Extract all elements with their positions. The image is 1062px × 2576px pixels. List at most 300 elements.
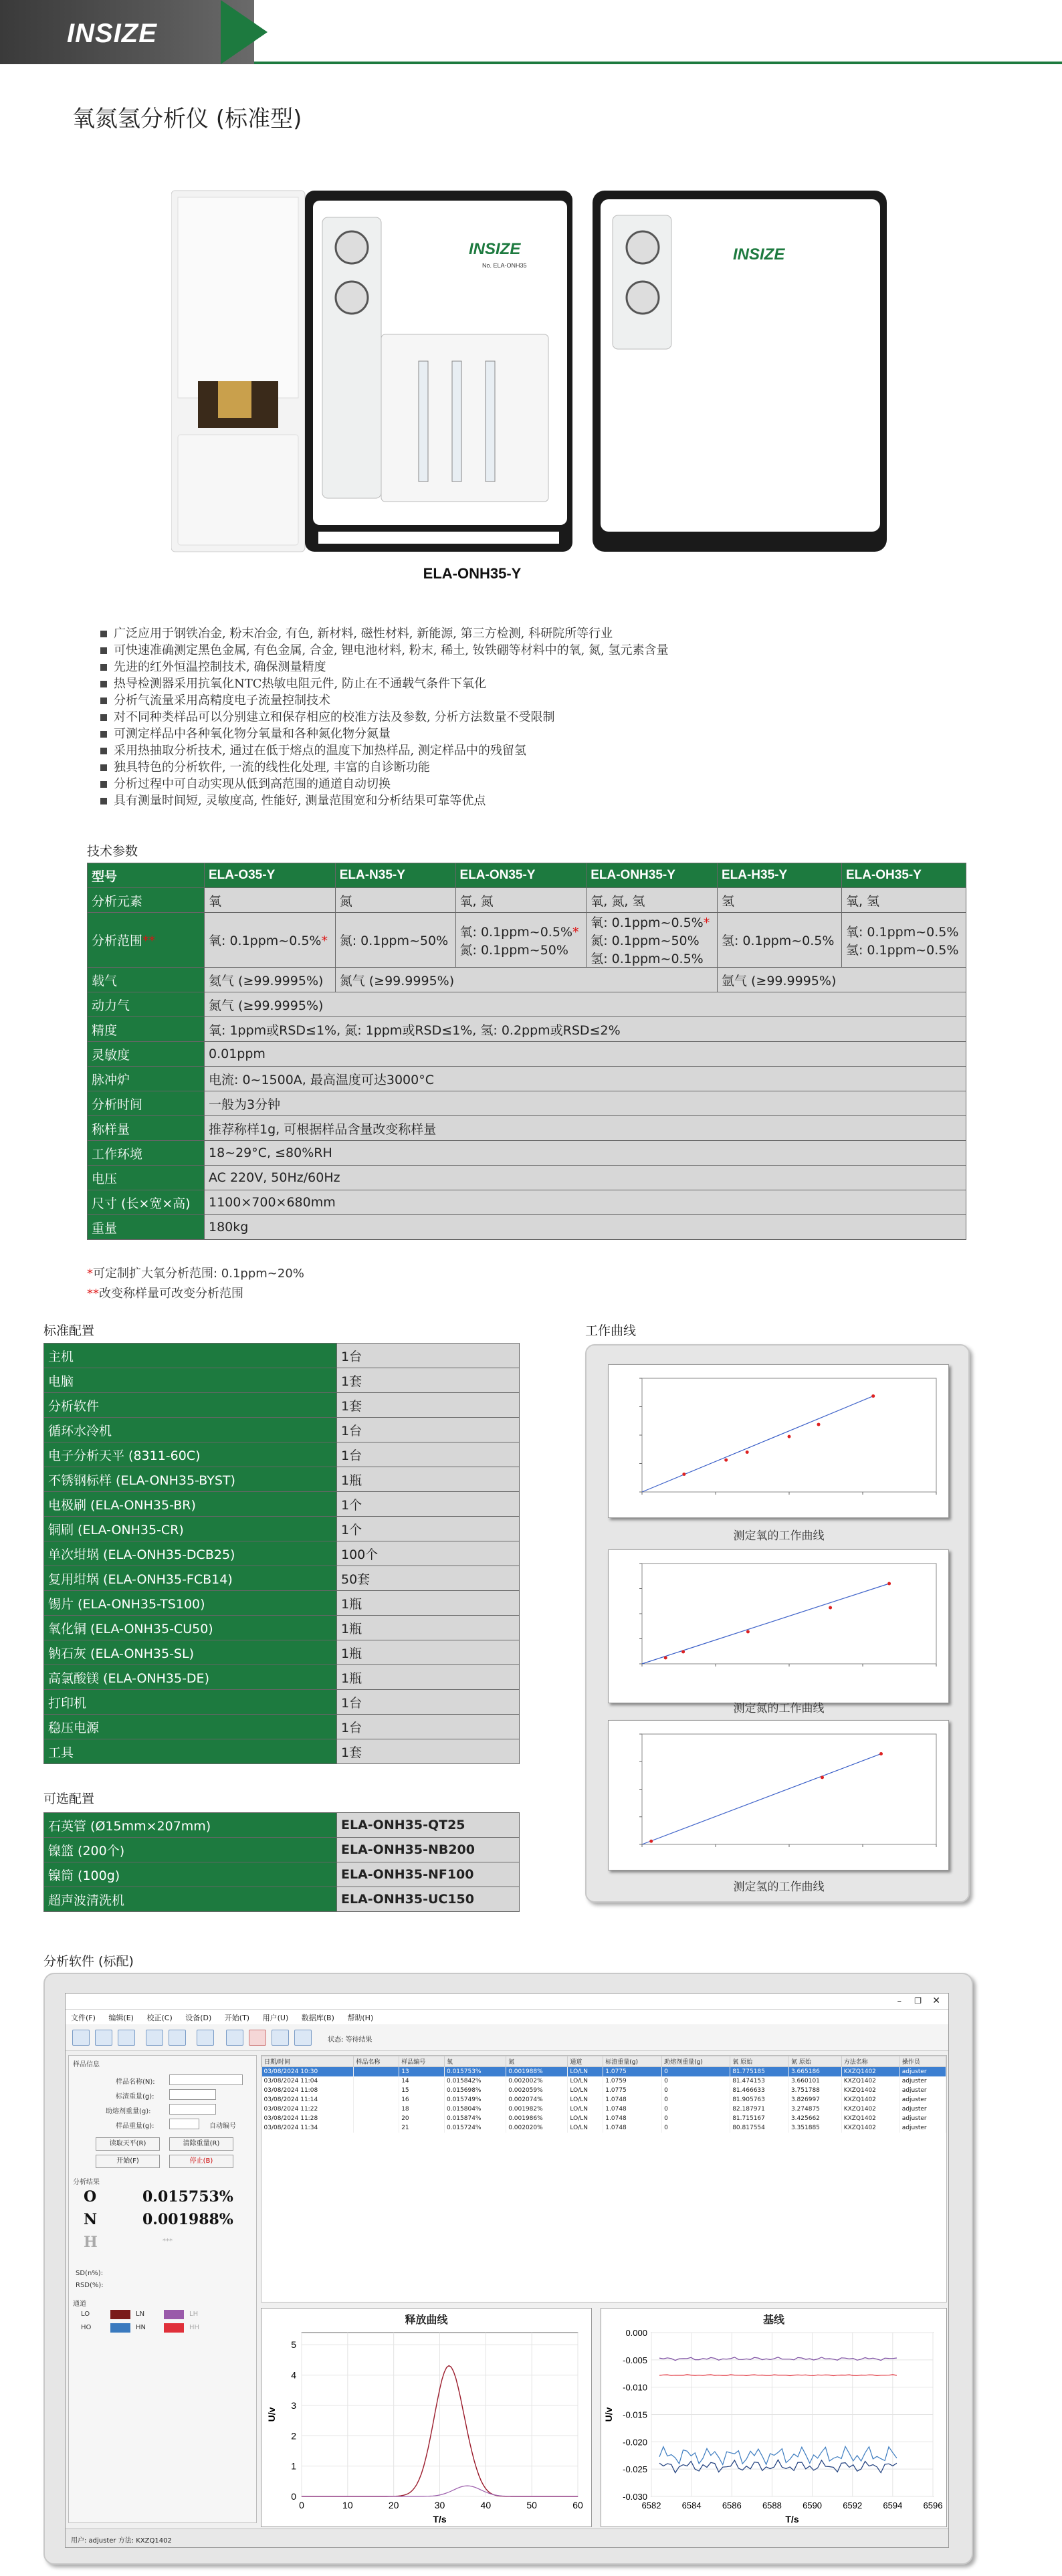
grid-cell: [354, 2123, 399, 2133]
grid-cell: 3.351885: [788, 2123, 841, 2133]
spec-cell: 氩气 (≥99.9995%): [717, 968, 966, 992]
spec-header-cell: ELA-OH35-Y: [841, 863, 966, 888]
oxygen-calibration-chart: [609, 1365, 950, 1519]
spec-cell: 氧: 1ppm或RSD≤1%, 氮: 1ppm或RSD≤1%, 氢: 0.2ppm或RSD≤2%: [205, 1017, 966, 1042]
option-code: ELA-ONH35-UC150: [337, 1887, 520, 1912]
y-axis-label: U/v: [603, 2407, 614, 2422]
baseline-chart-title: 基线: [762, 2313, 784, 2326]
grid-cell: 1.0759: [603, 2076, 662, 2086]
range-line: 氮: 0.1ppm~50%: [339, 934, 449, 948]
config-qty: 1个: [337, 1492, 520, 1517]
grid-cell: adjuster: [899, 2086, 946, 2095]
spec-cell: 推荐称样1g, 可根据样品含量改变称样量: [205, 1116, 966, 1141]
grid-cell: 3.425662: [788, 2114, 841, 2123]
spec-section-label: 技术参数: [87, 844, 138, 859]
ho-channel-label[interactable]: HO: [81, 2324, 92, 2331]
grid-header-cell[interactable]: 氮 原始: [788, 2056, 841, 2067]
standard-config-table: [43, 1343, 520, 1764]
config-row: [44, 1418, 520, 1442]
analyzer-illustration: [171, 181, 893, 562]
table-row[interactable]: [262, 2086, 946, 2095]
grid-cell: 1.0775: [603, 2086, 662, 2095]
results-grid: [261, 2055, 947, 2302]
grid-cell: 3.826997: [788, 2095, 841, 2105]
x-tick-label: 60: [572, 2500, 583, 2510]
x-tick-label: 6588: [762, 2500, 782, 2510]
menu-device[interactable]: 设备(D): [185, 2014, 212, 2022]
table-row[interactable]: [262, 2076, 946, 2086]
menu-database[interactable]: 数据库(B): [301, 2014, 334, 2022]
menu-edit[interactable]: 编辑(E): [108, 2014, 134, 2022]
spec-header-cell: ELA-N35-Y: [335, 863, 455, 888]
spec-cell: [455, 913, 587, 968]
x-axis-label: T/s: [785, 2514, 799, 2525]
config-row: [44, 1393, 520, 1418]
spec-row-label: 分析元素: [88, 888, 205, 913]
database-icon[interactable]: [272, 2030, 289, 2046]
spec-row-label: [88, 913, 205, 968]
config-row: [44, 1467, 520, 1492]
y-tick-label: 1: [291, 2460, 296, 2472]
grid-cell: LO/LN: [568, 2123, 603, 2133]
y-tick-label: -0.015: [623, 2409, 647, 2420]
spec-cell: 180kg: [205, 1215, 966, 1240]
grid-header-cell[interactable]: 日期/时间: [262, 2056, 354, 2067]
grid-cell: 82.187971: [730, 2105, 789, 2114]
grid-cell: adjuster: [899, 2067, 946, 2076]
product-image: [171, 181, 893, 582]
spec-header-cell: ELA-ONH35-Y: [587, 863, 718, 888]
grid-header-cell[interactable]: 方法名称: [841, 2056, 899, 2067]
ln-channel-label[interactable]: LN: [136, 2311, 145, 2318]
grid-cell: 0.001982%: [506, 2105, 568, 2114]
standard-config-label: 标准配置: [43, 1323, 95, 1338]
grid-cell: 03/08/2024 11:28: [262, 2114, 354, 2123]
release-chart-title: 释放曲线: [405, 2313, 448, 2326]
flux-weight-input[interactable]: [169, 2104, 216, 2115]
y-tick-label: 3: [291, 2399, 296, 2411]
stop-button[interactable]: 停止(B): [169, 2155, 233, 2168]
optional-config-label: 可选配置: [43, 1792, 95, 1806]
grid-header-cell[interactable]: 氧: [444, 2056, 506, 2067]
data-point: [649, 1840, 653, 1843]
x-tick-label: 6590: [803, 2500, 823, 2510]
table-row[interactable]: [262, 2105, 946, 2114]
spec-row: [88, 1166, 966, 1190]
data-point: [724, 1459, 728, 1462]
hh-channel-label[interactable]: HH: [189, 2324, 200, 2331]
sample-group-label: 样品信息: [73, 2061, 100, 2068]
clear-weight-button[interactable]: 清除重量(R): [169, 2137, 233, 2151]
spec-row: [88, 1067, 966, 1091]
table-row[interactable]: [262, 2123, 946, 2133]
standard-weight-input[interactable]: [169, 2089, 216, 2100]
read-balance-button[interactable]: 读取天平(R): [96, 2137, 160, 2151]
config-item: 钠石灰 (ELA-ONH35-SL): [44, 1640, 337, 1665]
grid-cell: 0.015874%: [444, 2114, 506, 2123]
data-point: [829, 1606, 832, 1610]
grid-cell: [354, 2095, 399, 2105]
grid-cell: adjuster: [899, 2076, 946, 2086]
x-tick-label: 50: [526, 2500, 537, 2510]
y-tick-label: 0.000: [625, 2328, 647, 2338]
top-banner: [0, 0, 1062, 64]
spec-cell: [841, 913, 966, 968]
grid-cell: 0.015753%: [444, 2067, 506, 2076]
table-row[interactable]: [262, 2095, 946, 2105]
restore-icon[interactable]: ❐: [914, 1996, 922, 2006]
range-line: 氧: 0.1ppm~0.5%: [209, 934, 322, 948]
fit-line: [642, 1396, 873, 1492]
option-code: ELA-ONH35-QT25: [337, 1813, 520, 1838]
table-row[interactable]: [262, 2067, 946, 2076]
footnote-star: **: [87, 1287, 99, 1301]
spec-cell: 氧, 氮: [455, 888, 587, 913]
spec-row: [88, 1091, 966, 1116]
grid-cell: 16: [399, 2095, 445, 2105]
baseline-chart: [601, 2308, 947, 2527]
grid-cell: 18: [399, 2105, 445, 2114]
side-brand-logo: INSIZE: [733, 245, 785, 263]
range-label: 分析范围: [92, 934, 143, 948]
page-title: 氧氮氢分析仪 (标准型): [72, 106, 302, 132]
y-tick-label: 2: [291, 2430, 296, 2442]
config-qty: 1个: [337, 1517, 520, 1541]
sd-label: SD(n%):: [76, 2270, 104, 2277]
config-row: [44, 1517, 520, 1541]
spec-cell: [717, 913, 841, 968]
data-point: [879, 1752, 883, 1755]
spec-row: [88, 992, 966, 1017]
config-qty: 1台: [337, 1715, 520, 1739]
y-tick-label: 0: [291, 2491, 296, 2502]
grid-header-cell[interactable]: 操作员: [899, 2056, 946, 2067]
config-row: [44, 1442, 520, 1467]
grid-cell: 0.015804%: [444, 2105, 506, 2114]
spec-cell: [587, 913, 718, 968]
flux-weight-label: 助熔剂重量(g):: [106, 2108, 151, 2115]
grid-cell: 1.0748: [603, 2095, 662, 2105]
config-row: [44, 1640, 520, 1665]
report-icon[interactable]: [146, 2030, 163, 2046]
grid-cell: 3.751788: [788, 2086, 841, 2095]
menu-help[interactable]: 帮助(H): [347, 2014, 374, 2022]
grid-cell: 0.015842%: [444, 2076, 506, 2086]
banner-rule: [254, 62, 1062, 64]
spec-row-label: 灵敏度: [88, 1042, 205, 1067]
grid-header-cell[interactable]: 氮: [506, 2056, 568, 2067]
grid-cell: KXZQ1402: [841, 2086, 899, 2095]
menu-user[interactable]: 用户(U): [262, 2014, 289, 2022]
config-qty: 50套: [337, 1566, 520, 1591]
range-line: 氮: 0.1ppm~50%: [459, 942, 568, 958]
option-row: [44, 1813, 520, 1838]
spec-cell: 电流: 0~1500A, 最高温度可达3000°C: [205, 1067, 966, 1091]
x-tick-label: 6582: [641, 2500, 661, 2510]
grid-cell: 81.474153: [730, 2076, 789, 2086]
spec-row-label: 精度: [88, 1017, 205, 1042]
range-line: 氢: 0.1ppm~0.5%: [845, 942, 959, 958]
menu-calibrate[interactable]: 校正(C): [146, 2014, 173, 2022]
spec-row-label: 电压: [88, 1166, 205, 1190]
hn-channel-label[interactable]: HN: [136, 2324, 146, 2331]
spec-cell: [335, 913, 455, 968]
chart-icon[interactable]: [197, 2030, 214, 2046]
product-caption: ELA-ONH35-Y: [423, 565, 522, 582]
config-item: 电脑: [44, 1368, 337, 1393]
config-item: 氧化铜 (ELA-ONH35-CU50): [44, 1616, 337, 1640]
feature-item: 具有测量时间短, 灵敏度高, 性能好, 测量范围宽和分析结果可靠等优点: [100, 792, 1003, 809]
stop-icon[interactable]: [249, 2030, 266, 2046]
auto-number-label: 自动编号: [209, 2123, 236, 2130]
lh-channel-label[interactable]: LH: [189, 2311, 199, 2318]
spec-row-label: 动力气: [88, 992, 205, 1017]
spec-row-carrier: [88, 968, 966, 992]
data-point: [871, 1394, 875, 1398]
feature-item: 可测定样品中各种氧化物分氧量和各种氮化物分氮量: [100, 726, 1003, 742]
lo-channel-label[interactable]: LO: [81, 2311, 90, 2318]
config-row: [44, 1715, 520, 1739]
range-star: *: [572, 924, 579, 940]
spec-header-cell: ELA-O35-Y: [205, 863, 336, 888]
new-icon[interactable]: [72, 2030, 90, 2046]
spec-cell: 氧: [205, 888, 336, 913]
config-row: [44, 1739, 520, 1764]
grid-cell: LO/LN: [568, 2114, 603, 2123]
x-tick-label: 6596: [923, 2500, 943, 2510]
option-item: 镍篮 (200个): [44, 1838, 337, 1862]
menu-bar: [66, 2010, 948, 2024]
spec-cell: 氧, 氢: [841, 888, 966, 913]
grid-cell: 80.817554: [730, 2123, 789, 2133]
front-brand-logo: INSIZE: [469, 240, 521, 258]
release-curve-chart: [261, 2308, 592, 2527]
spec-header-row: [88, 863, 966, 888]
standard-weight-label: 标渣重量(g):: [116, 2093, 154, 2101]
spec-row-label: 称样量: [88, 1116, 205, 1141]
option-code: ELA-ONH35-NB200: [337, 1838, 520, 1862]
curves-section-label: 工作曲线: [585, 1323, 637, 1338]
y-tick-label: -0.005: [623, 2355, 647, 2365]
grid-cell: KXZQ1402: [841, 2114, 899, 2123]
grid-cell: 14: [399, 2076, 445, 2086]
grid-cell: [354, 2114, 399, 2123]
x-tick-label: 40: [480, 2500, 492, 2510]
range-label-star: **: [142, 934, 156, 948]
range-star: *: [703, 916, 710, 930]
spec-row: [88, 1141, 966, 1166]
grid-cell: 1.0748: [603, 2123, 662, 2133]
sample-weight-input[interactable]: [169, 2119, 199, 2129]
spec-cell: [205, 913, 336, 968]
option-item: 超声波清洗机: [44, 1887, 337, 1912]
software-section-label: 分析软件 (标配): [43, 1954, 134, 1969]
grid-cell: 03/08/2024 11:22: [262, 2105, 354, 2114]
x-tick-label: 0: [299, 2500, 304, 2510]
spec-cell: 氢: [717, 888, 841, 913]
grid-cell: 0.002074%: [506, 2095, 568, 2105]
feature-item: 采用热抽取分析技术, 通过在低于熔点的温度下加热样品, 测定样品中的残留氢: [100, 742, 1003, 759]
config-qty: 1套: [337, 1739, 520, 1764]
feature-item: 分析气流量采用高精度电子流量控制技术: [100, 692, 1003, 709]
menu-file[interactable]: 文件(F): [71, 2014, 96, 2022]
grid-cell: 1.0748: [603, 2114, 662, 2123]
status-text: 用户: adjuster 方法: KXZQ1402: [71, 2537, 172, 2545]
grid-cell: LO/LN: [568, 2105, 603, 2114]
spec-cell: AC 220V, 50Hz/60Hz: [205, 1166, 966, 1190]
channel-group-label: 通道: [73, 2300, 86, 2308]
range-line: 氮: 0.1ppm~50%: [591, 934, 700, 948]
data-point: [746, 1630, 750, 1634]
grid-cell: 0.001986%: [506, 2114, 568, 2123]
grid-cell: 0: [662, 2086, 730, 2095]
grid-cell: 3.665186: [788, 2067, 841, 2076]
close-icon[interactable]: ✕: [932, 1996, 940, 2006]
y-tick-label: 4: [291, 2369, 296, 2381]
config-row: [44, 1566, 520, 1591]
option-row: [44, 1862, 520, 1887]
grid-cell: 0: [662, 2105, 730, 2114]
grid-cell: LO/LN: [568, 2095, 603, 2105]
grid-cell: 1.0775: [603, 2067, 662, 2076]
config-qty: 1套: [337, 1368, 520, 1393]
x-tick-label: 6594: [883, 2500, 903, 2510]
option-item: 石英管 (Ø15mm×207mm): [44, 1813, 337, 1838]
grid-cell: 13: [399, 2067, 445, 2076]
grid-cell: 0: [662, 2076, 730, 2086]
results-table: [261, 2056, 946, 2133]
config-qty: 1瓶: [337, 1591, 520, 1616]
grid-header-cell[interactable]: 通道: [568, 2056, 603, 2067]
y-axis-label: U/v: [266, 2407, 277, 2422]
data-point: [821, 1776, 824, 1779]
settings-icon[interactable]: [118, 2030, 135, 2046]
option-code: ELA-ONH35-NF100: [337, 1862, 520, 1887]
data-point: [681, 1650, 685, 1654]
y-tick-label: -0.025: [623, 2464, 647, 2475]
data-point: [664, 1656, 667, 1660]
spec-row-label: 重量: [88, 1215, 205, 1240]
release-curve-plot: [261, 2326, 591, 2527]
config-qty: 1台: [337, 1690, 520, 1715]
plot-frame: [642, 1564, 936, 1664]
spec-row: [88, 1215, 966, 1240]
config-qty: 1瓶: [337, 1665, 520, 1690]
spec-row-label: 脉冲炉: [88, 1067, 205, 1091]
grid-cell: 03/08/2024 11:04: [262, 2076, 354, 2086]
oxygen-result: 0.015753%: [142, 2188, 233, 2206]
grid-cell: 0.002002%: [506, 2076, 568, 2086]
grid-header-cell[interactable]: 样品名称: [354, 2056, 399, 2067]
open-icon[interactable]: [95, 2030, 112, 2046]
spec-cell: 氮气 (≥99.9995%): [205, 992, 966, 1017]
range-line: 氧: 0.1ppm~0.5%: [845, 924, 959, 940]
config-qty: 1瓶: [337, 1467, 520, 1492]
data-point: [887, 1582, 891, 1586]
grid-cell: adjuster: [899, 2114, 946, 2123]
print-icon[interactable]: [226, 2030, 243, 2046]
feature-item: 广泛应用于钢铁冶金, 粉末冶金, 有色, 新材料, 磁性材料, 新能源, 第三方检测, 科研院所等行业: [100, 625, 1003, 642]
hydrogen-result: ***: [163, 2238, 173, 2245]
grid-header-cell[interactable]: 助熔剂重量(g): [662, 2056, 730, 2067]
spec-cell: 氮: [335, 888, 455, 913]
grid-header-cell[interactable]: 氧 原始: [730, 2056, 789, 2067]
software-panel: [43, 1973, 973, 2565]
spec-row-label: 尺寸 (长×宽×高): [88, 1190, 205, 1215]
grid-header-cell[interactable]: 标渣重量(g): [603, 2056, 662, 2067]
spec-cell: 0.01ppm: [205, 1042, 966, 1067]
result-group-label: 分析结果: [73, 2179, 100, 2186]
config-qty: 1台: [337, 1418, 520, 1442]
spec-row: [88, 1190, 966, 1215]
footnote-text: 改变称样量可改变分析范围: [99, 1287, 243, 1301]
curves-panel: [585, 1344, 970, 1903]
start-button[interactable]: 开始(F): [96, 2155, 160, 2168]
toolbar-status: 状态: 等待结果: [328, 2036, 373, 2044]
grid-cell: 81.715167: [730, 2114, 789, 2123]
fit-line: [642, 1584, 889, 1664]
config-item: 铜刷 (ELA-ONH35-CR): [44, 1517, 337, 1541]
spec-cell: 氧, 氮, 氢: [587, 888, 718, 913]
spec-row-label: 工作环境: [88, 1141, 205, 1166]
grid-cell: 0.001988%: [506, 2067, 568, 2076]
feature-item: 可快速准确测定黑色金属, 有色金属, 合金, 锂电池材料, 粉末, 稀土, 钕铁硼等材料中的氧, 氮, 氢元素含量: [100, 642, 1003, 659]
footnote: [87, 1264, 304, 1284]
spec-header-cell: 型号: [88, 863, 205, 888]
grid-cell: KXZQ1402: [841, 2067, 899, 2076]
grid-cell: [354, 2067, 399, 2076]
baseline-plot: [601, 2326, 946, 2527]
sample-name-input[interactable]: [169, 2074, 243, 2085]
footnote-star: *: [87, 1267, 93, 1281]
oxygen-curve-caption: 测定氧的工作曲线: [733, 1529, 825, 1543]
grid-cell: adjuster: [899, 2105, 946, 2114]
option-row: [44, 1887, 520, 1912]
feature-list: [100, 625, 1003, 809]
feature-item: 对不同种类样品可以分别建立和保存相应的校准方法及参数, 分析方法数量不受限制: [100, 709, 1003, 726]
table-row[interactable]: [262, 2114, 946, 2123]
grid-cell: LO/LN: [568, 2076, 603, 2086]
optional-config-table: [43, 1812, 520, 1912]
spec-row: [88, 1116, 966, 1141]
lo-color-swatch: [110, 2310, 130, 2319]
minimize-icon[interactable]: –: [897, 1996, 901, 2006]
grid-cell: adjuster: [899, 2123, 946, 2133]
edit-icon[interactable]: [294, 2030, 312, 2046]
spec-header-cell: ELA-H35-Y: [717, 863, 841, 888]
grid-cell: adjuster: [899, 2095, 946, 2105]
menu-start[interactable]: 开始(T): [224, 2014, 250, 2022]
balance-icon[interactable]: [169, 2030, 186, 2046]
grid-cell: 81.775185: [730, 2067, 789, 2076]
spec-row-elements: [88, 888, 966, 913]
config-item: 单次坩埚 (ELA-ONH35-DCB25): [44, 1541, 337, 1566]
x-tick-label: 6586: [722, 2500, 742, 2510]
grid-header-cell[interactable]: 样品编号: [399, 2056, 445, 2067]
option-item: 镍筒 (100g): [44, 1862, 337, 1887]
config-item: 主机: [44, 1344, 337, 1368]
hydrogen-label: H: [84, 2234, 98, 2251]
config-item: 锡片 (ELA-ONH35-TS100): [44, 1591, 337, 1616]
range-line: 氢: 0.1ppm~0.5%: [591, 952, 704, 966]
feature-item: 独具特色的分析软件, 一流的线性化处理, 丰富的自诊断功能: [100, 759, 1003, 776]
grid-cell: KXZQ1402: [841, 2123, 899, 2133]
config-qty: 1瓶: [337, 1616, 520, 1640]
feature-item: 热导检测器采用抗氧化NTC热敏电阻元件, 防止在不通载气条件下氧化: [100, 675, 1003, 692]
grid-cell: KXZQ1402: [841, 2095, 899, 2105]
toolbar: [66, 2024, 948, 2051]
rsd-label: RSD(%):: [76, 2282, 104, 2289]
